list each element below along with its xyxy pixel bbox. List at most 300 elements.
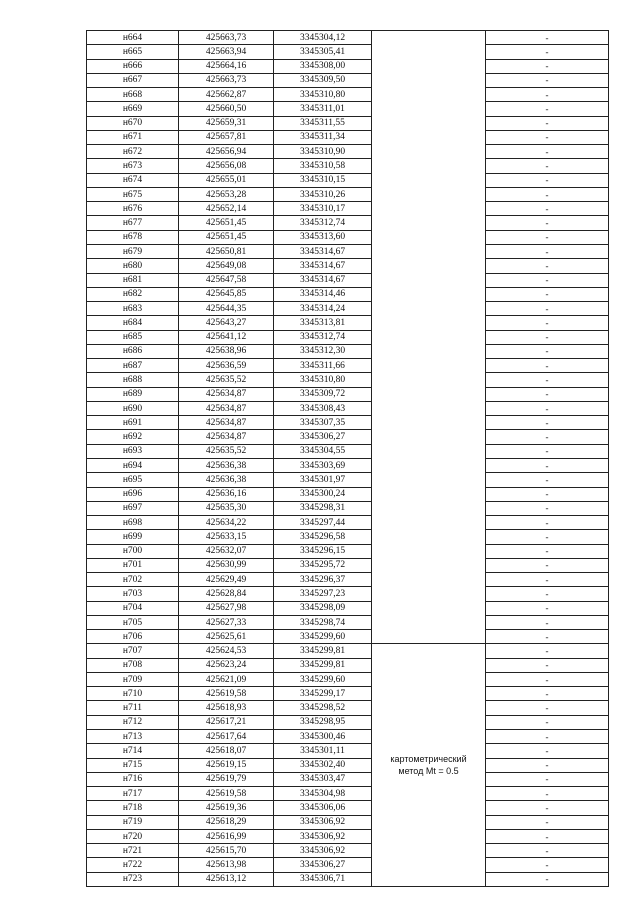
table-row <box>87 844 609 858</box>
table-row <box>87 359 609 373</box>
x-coordinate-cell: 425618,29 <box>179 815 274 829</box>
y-coordinate-cell: 3345306,06 <box>274 801 372 815</box>
y-coordinate-cell: 3345296,15 <box>274 544 372 558</box>
error-value-cell: - <box>486 530 609 544</box>
error-value-cell: - <box>486 216 609 230</box>
table-row <box>87 573 609 587</box>
error-value-cell: - <box>486 159 609 173</box>
point-id-cell: н702 <box>87 573 179 587</box>
table-row <box>87 501 609 515</box>
table-row <box>87 516 609 530</box>
x-coordinate-cell: 425618,93 <box>179 701 274 715</box>
y-coordinate-cell: 3345310,80 <box>274 88 372 102</box>
error-value-cell: - <box>486 644 609 658</box>
table-row <box>87 416 609 430</box>
x-coordinate-cell: 425660,50 <box>179 102 274 116</box>
table-row <box>87 216 609 230</box>
x-coordinate-cell: 425647,58 <box>179 273 274 287</box>
point-id-cell: н669 <box>87 102 179 116</box>
point-id-cell: н685 <box>87 330 179 344</box>
error-value-cell: - <box>486 487 609 501</box>
y-coordinate-cell: 3345312,30 <box>274 344 372 358</box>
x-coordinate-cell: 425613,12 <box>179 872 274 886</box>
y-coordinate-cell: 3345303,69 <box>274 458 372 472</box>
point-id-cell: н720 <box>87 829 179 843</box>
error-value-cell: - <box>486 287 609 301</box>
table-row <box>87 801 609 815</box>
point-id-cell: н707 <box>87 644 179 658</box>
method-text-line: картометрический <box>390 754 467 765</box>
error-value-cell: - <box>486 658 609 672</box>
table-row <box>87 715 609 729</box>
x-coordinate-cell: 425634,22 <box>179 516 274 530</box>
point-id-cell: н699 <box>87 530 179 544</box>
error-value-cell: - <box>486 73 609 87</box>
x-coordinate-cell: 425623,24 <box>179 658 274 672</box>
x-coordinate-cell: 425619,15 <box>179 758 274 772</box>
error-value-cell: - <box>486 758 609 772</box>
error-value-cell: - <box>486 772 609 786</box>
error-value-cell: - <box>486 787 609 801</box>
error-value-cell: - <box>486 801 609 815</box>
error-value-cell: - <box>486 573 609 587</box>
point-id-cell: н689 <box>87 387 179 401</box>
y-coordinate-cell: 3345300,24 <box>274 487 372 501</box>
point-id-cell: н698 <box>87 516 179 530</box>
x-coordinate-cell: 425650,81 <box>179 244 274 258</box>
table-row <box>87 145 609 159</box>
point-id-cell: н719 <box>87 815 179 829</box>
table-row <box>87 259 609 273</box>
y-coordinate-cell: 3345298,09 <box>274 601 372 615</box>
error-value-cell: - <box>486 302 609 316</box>
point-id-cell: н692 <box>87 430 179 444</box>
y-coordinate-cell: 3345301,97 <box>274 473 372 487</box>
point-id-cell: н710 <box>87 687 179 701</box>
table-row <box>87 658 609 672</box>
x-coordinate-cell: 425653,28 <box>179 187 274 201</box>
y-coordinate-cell: 3345308,43 <box>274 401 372 415</box>
y-coordinate-cell: 3345314,67 <box>274 244 372 258</box>
error-value-cell: - <box>486 701 609 715</box>
x-coordinate-cell: 425621,09 <box>179 672 274 686</box>
point-id-cell: н670 <box>87 116 179 130</box>
table-row <box>87 815 609 829</box>
error-value-cell: - <box>486 416 609 430</box>
error-value-cell: - <box>486 387 609 401</box>
table-row <box>87 444 609 458</box>
point-id-cell: н704 <box>87 601 179 615</box>
table-row <box>87 701 609 715</box>
table-row <box>87 687 609 701</box>
table-row <box>87 829 609 843</box>
table-row <box>87 558 609 572</box>
error-value-cell: - <box>486 230 609 244</box>
error-value-cell: - <box>486 630 609 644</box>
point-id-cell: н664 <box>87 31 179 45</box>
y-coordinate-cell: 3345309,50 <box>274 73 372 87</box>
point-id-cell: н671 <box>87 130 179 144</box>
y-coordinate-cell: 3345298,95 <box>274 715 372 729</box>
error-value-cell: - <box>486 815 609 829</box>
table-row <box>87 772 609 786</box>
y-coordinate-cell: 3345299,17 <box>274 687 372 701</box>
point-id-cell: н695 <box>87 473 179 487</box>
table-row <box>87 401 609 415</box>
y-coordinate-cell: 3345313,60 <box>274 230 372 244</box>
point-id-cell: н675 <box>87 187 179 201</box>
error-value-cell: - <box>486 687 609 701</box>
error-value-cell: - <box>486 202 609 216</box>
x-coordinate-cell: 425634,87 <box>179 430 274 444</box>
y-coordinate-cell: 3345313,81 <box>274 316 372 330</box>
y-coordinate-cell: 3345310,80 <box>274 373 372 387</box>
point-id-cell: н694 <box>87 458 179 472</box>
y-coordinate-cell: 3345310,58 <box>274 159 372 173</box>
table-row <box>87 73 609 87</box>
error-value-cell: - <box>486 858 609 872</box>
point-id-cell: н678 <box>87 230 179 244</box>
point-id-cell: н665 <box>87 45 179 59</box>
table-row <box>87 758 609 772</box>
y-coordinate-cell: 3345299,81 <box>274 644 372 658</box>
table-row <box>87 630 609 644</box>
y-coordinate-cell: 3345306,27 <box>274 430 372 444</box>
point-id-cell: н701 <box>87 558 179 572</box>
x-coordinate-cell: 425619,79 <box>179 772 274 786</box>
y-coordinate-cell: 3345296,58 <box>274 530 372 544</box>
point-id-cell: н680 <box>87 259 179 273</box>
x-coordinate-cell: 425617,64 <box>179 730 274 744</box>
point-id-cell: н673 <box>87 159 179 173</box>
table-row <box>87 487 609 501</box>
point-id-cell: н676 <box>87 202 179 216</box>
table-row <box>87 530 609 544</box>
x-coordinate-cell: 425641,12 <box>179 330 274 344</box>
error-value-cell: - <box>486 244 609 258</box>
x-coordinate-cell: 425645,85 <box>179 287 274 301</box>
y-coordinate-cell: 3345307,35 <box>274 416 372 430</box>
table-row <box>87 102 609 116</box>
error-value-cell: - <box>486 829 609 843</box>
point-id-cell: н691 <box>87 416 179 430</box>
y-coordinate-cell: 3345314,24 <box>274 302 372 316</box>
table-row <box>87 330 609 344</box>
x-coordinate-cell: 425656,94 <box>179 145 274 159</box>
point-id-cell: н679 <box>87 244 179 258</box>
table-row <box>87 59 609 73</box>
point-id-cell: н709 <box>87 672 179 686</box>
table-row <box>87 601 609 615</box>
point-id-cell: н703 <box>87 587 179 601</box>
table-row <box>87 88 609 102</box>
table-row <box>87 615 609 629</box>
table-row <box>87 244 609 258</box>
point-id-cell: н687 <box>87 359 179 373</box>
point-id-cell: н721 <box>87 844 179 858</box>
x-coordinate-cell: 425656,08 <box>179 159 274 173</box>
x-coordinate-cell: 425636,59 <box>179 359 274 373</box>
x-coordinate-cell: 425663,73 <box>179 73 274 87</box>
error-value-cell: - <box>486 516 609 530</box>
table-row <box>87 473 609 487</box>
table-row <box>87 672 609 686</box>
table-row <box>87 344 609 358</box>
table-row <box>87 858 609 872</box>
error-value-cell: - <box>486 130 609 144</box>
point-id-cell: н681 <box>87 273 179 287</box>
y-coordinate-cell: 3345312,74 <box>274 216 372 230</box>
point-id-cell: н716 <box>87 772 179 786</box>
y-coordinate-cell: 3345311,55 <box>274 116 372 130</box>
y-coordinate-cell: 3345311,66 <box>274 359 372 373</box>
error-value-cell: - <box>486 844 609 858</box>
y-coordinate-cell: 3345310,15 <box>274 173 372 187</box>
x-coordinate-cell: 425632,07 <box>179 544 274 558</box>
x-coordinate-cell: 425638,96 <box>179 344 274 358</box>
table-row <box>87 230 609 244</box>
error-value-cell: - <box>486 173 609 187</box>
x-coordinate-cell: 425663,73 <box>179 31 274 45</box>
error-value-cell: - <box>486 558 609 572</box>
point-id-cell: н667 <box>87 73 179 87</box>
error-value-cell: - <box>486 401 609 415</box>
point-id-cell: н696 <box>87 487 179 501</box>
x-coordinate-cell: 425652,14 <box>179 202 274 216</box>
x-coordinate-cell: 425630,99 <box>179 558 274 572</box>
x-coordinate-cell: 425619,58 <box>179 787 274 801</box>
table-row <box>87 302 609 316</box>
error-value-cell: - <box>486 145 609 159</box>
y-coordinate-cell: 3345311,34 <box>274 130 372 144</box>
error-value-cell: - <box>486 715 609 729</box>
y-coordinate-cell: 3345304,98 <box>274 787 372 801</box>
x-coordinate-cell: 425627,33 <box>179 615 274 629</box>
point-id-cell: н682 <box>87 287 179 301</box>
y-coordinate-cell: 3345295,72 <box>274 558 372 572</box>
table-row <box>87 130 609 144</box>
y-coordinate-cell: 3345303,47 <box>274 772 372 786</box>
method-cell <box>372 644 486 887</box>
table-row <box>87 458 609 472</box>
x-coordinate-cell: 425635,52 <box>179 444 274 458</box>
x-coordinate-cell: 425615,70 <box>179 844 274 858</box>
x-coordinate-cell: 425634,87 <box>179 416 274 430</box>
error-value-cell: - <box>486 273 609 287</box>
point-id-cell: н684 <box>87 316 179 330</box>
table-row <box>87 187 609 201</box>
point-id-cell: н686 <box>87 344 179 358</box>
point-id-cell: н712 <box>87 715 179 729</box>
y-coordinate-cell: 3345298,31 <box>274 501 372 515</box>
point-id-cell: н715 <box>87 758 179 772</box>
x-coordinate-cell: 425663,94 <box>179 45 274 59</box>
x-coordinate-cell: 425619,36 <box>179 801 274 815</box>
x-coordinate-cell: 425634,87 <box>179 387 274 401</box>
point-id-cell: н666 <box>87 59 179 73</box>
error-value-cell: - <box>486 88 609 102</box>
table-row <box>87 31 609 45</box>
table-row <box>87 202 609 216</box>
table-row <box>87 730 609 744</box>
y-coordinate-cell: 3345308,00 <box>274 59 372 73</box>
point-id-cell: н693 <box>87 444 179 458</box>
table-row <box>87 644 609 658</box>
point-id-cell: н677 <box>87 216 179 230</box>
error-value-cell: - <box>486 116 609 130</box>
x-coordinate-cell: 425616,99 <box>179 829 274 843</box>
error-value-cell: - <box>486 330 609 344</box>
x-coordinate-cell: 425619,58 <box>179 687 274 701</box>
point-id-cell: н697 <box>87 501 179 515</box>
error-value-cell: - <box>486 259 609 273</box>
point-id-cell: н713 <box>87 730 179 744</box>
point-id-cell: н723 <box>87 872 179 886</box>
table-row <box>87 872 609 886</box>
y-coordinate-cell: 3345314,67 <box>274 273 372 287</box>
method-cell <box>372 31 486 644</box>
error-value-cell: - <box>486 672 609 686</box>
x-coordinate-cell: 425655,01 <box>179 173 274 187</box>
x-coordinate-cell: 425643,27 <box>179 316 274 330</box>
y-coordinate-cell: 3345297,44 <box>274 516 372 530</box>
point-id-cell: н688 <box>87 373 179 387</box>
y-coordinate-cell: 3345309,72 <box>274 387 372 401</box>
point-id-cell: н714 <box>87 744 179 758</box>
y-coordinate-cell: 3345297,23 <box>274 587 372 601</box>
point-id-cell: н706 <box>87 630 179 644</box>
x-coordinate-cell: 425657,81 <box>179 130 274 144</box>
x-coordinate-cell: 425664,16 <box>179 59 274 73</box>
table-row <box>87 387 609 401</box>
x-coordinate-cell: 425625,61 <box>179 630 274 644</box>
y-coordinate-cell: 3345300,46 <box>274 730 372 744</box>
table-row <box>87 787 609 801</box>
y-coordinate-cell: 3345299,60 <box>274 672 372 686</box>
y-coordinate-cell: 3345301,11 <box>274 744 372 758</box>
y-coordinate-cell: 3345312,74 <box>274 330 372 344</box>
x-coordinate-cell: 425635,30 <box>179 501 274 515</box>
table-row <box>87 273 609 287</box>
error-value-cell: - <box>486 31 609 45</box>
y-coordinate-cell: 3345299,60 <box>274 630 372 644</box>
x-coordinate-cell: 425644,35 <box>179 302 274 316</box>
point-id-cell: н722 <box>87 858 179 872</box>
method-text-line: метод Mt = 0.5 <box>398 766 459 777</box>
table-row <box>87 373 609 387</box>
table-row <box>87 173 609 187</box>
table-row <box>87 287 609 301</box>
x-coordinate-cell: 425628,84 <box>179 587 274 601</box>
point-id-cell: н690 <box>87 401 179 415</box>
y-coordinate-cell: 3345302,40 <box>274 758 372 772</box>
error-value-cell: - <box>486 587 609 601</box>
point-id-cell: н717 <box>87 787 179 801</box>
y-coordinate-cell: 3345306,92 <box>274 844 372 858</box>
point-id-cell: н700 <box>87 544 179 558</box>
x-coordinate-cell: 425624,53 <box>179 644 274 658</box>
point-id-cell: н708 <box>87 658 179 672</box>
table-row <box>87 430 609 444</box>
y-coordinate-cell: 3345304,55 <box>274 444 372 458</box>
y-coordinate-cell: 3345314,46 <box>274 287 372 301</box>
error-value-cell: - <box>486 430 609 444</box>
table-row <box>87 116 609 130</box>
y-coordinate-cell: 3345304,12 <box>274 31 372 45</box>
error-value-cell: - <box>486 501 609 515</box>
x-coordinate-cell: 425649,08 <box>179 259 274 273</box>
point-id-cell: н711 <box>87 701 179 715</box>
table-row <box>87 544 609 558</box>
x-coordinate-cell: 425618,07 <box>179 744 274 758</box>
error-value-cell: - <box>486 473 609 487</box>
error-value-cell: - <box>486 187 609 201</box>
y-coordinate-cell: 3345310,90 <box>274 145 372 159</box>
point-id-cell: н672 <box>87 145 179 159</box>
error-value-cell: - <box>486 59 609 73</box>
x-coordinate-cell: 425651,45 <box>179 216 274 230</box>
x-coordinate-cell: 425635,52 <box>179 373 274 387</box>
error-value-cell: - <box>486 45 609 59</box>
point-id-cell: н674 <box>87 173 179 187</box>
x-coordinate-cell: 425617,21 <box>179 715 274 729</box>
error-value-cell: - <box>486 344 609 358</box>
y-coordinate-cell: 3345306,27 <box>274 858 372 872</box>
y-coordinate-cell: 3345298,74 <box>274 615 372 629</box>
error-value-cell: - <box>486 458 609 472</box>
y-coordinate-cell: 3345314,67 <box>274 259 372 273</box>
point-id-cell: н705 <box>87 615 179 629</box>
x-coordinate-cell: 425629,49 <box>179 573 274 587</box>
table-row <box>87 316 609 330</box>
y-coordinate-cell: 3345296,37 <box>274 573 372 587</box>
x-coordinate-cell: 425636,38 <box>179 458 274 472</box>
error-value-cell: - <box>486 544 609 558</box>
coordinates-table-body <box>87 31 609 887</box>
error-value-cell: - <box>486 730 609 744</box>
x-coordinate-cell: 425634,87 <box>179 401 274 415</box>
x-coordinate-cell: 425659,31 <box>179 116 274 130</box>
x-coordinate-cell: 425636,16 <box>179 487 274 501</box>
x-coordinate-cell: 425651,45 <box>179 230 274 244</box>
y-coordinate-cell: 3345310,17 <box>274 202 372 216</box>
error-value-cell: - <box>486 359 609 373</box>
y-coordinate-cell: 3345299,81 <box>274 658 372 672</box>
y-coordinate-cell: 3345305,41 <box>274 45 372 59</box>
error-value-cell: - <box>486 872 609 886</box>
y-coordinate-cell: 3345306,71 <box>274 872 372 886</box>
error-value-cell: - <box>486 373 609 387</box>
x-coordinate-cell: 425627,98 <box>179 601 274 615</box>
x-coordinate-cell: 425662,87 <box>179 88 274 102</box>
y-coordinate-cell: 3345311,01 <box>274 102 372 116</box>
y-coordinate-cell: 3345306,92 <box>274 829 372 843</box>
table-row <box>87 45 609 59</box>
error-value-cell: - <box>486 316 609 330</box>
error-value-cell: - <box>486 744 609 758</box>
x-coordinate-cell: 425613,98 <box>179 858 274 872</box>
coordinates-table <box>86 30 609 887</box>
table-row <box>87 159 609 173</box>
y-coordinate-cell: 3345310,26 <box>274 187 372 201</box>
error-value-cell: - <box>486 102 609 116</box>
y-coordinate-cell: 3345306,92 <box>274 815 372 829</box>
point-id-cell: н668 <box>87 88 179 102</box>
y-coordinate-cell: 3345298,52 <box>274 701 372 715</box>
table-row <box>87 744 609 758</box>
x-coordinate-cell: 425633,15 <box>179 530 274 544</box>
error-value-cell: - <box>486 444 609 458</box>
